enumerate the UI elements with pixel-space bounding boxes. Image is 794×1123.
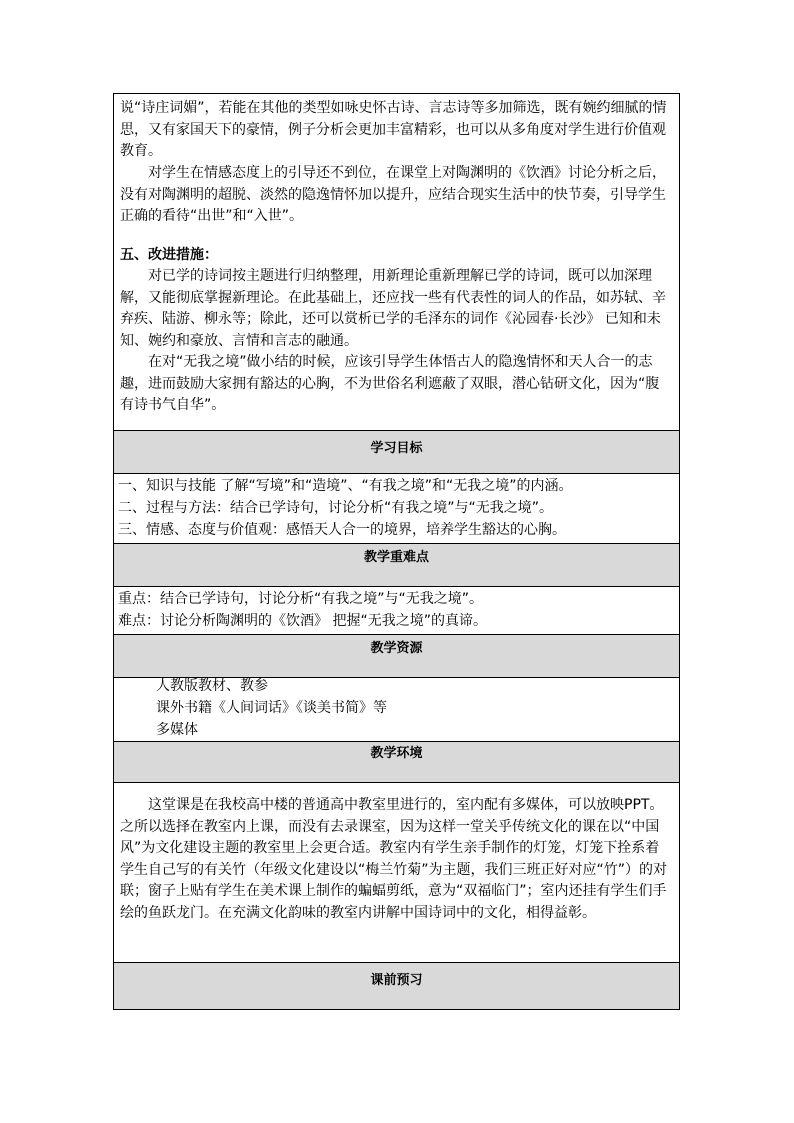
reflection-paragraph-2: 对学生在情感态度上的引导还不到位，在课堂上对陶渊明的《饮酒》讨论分析之后，没有对陶渊明的超脱、淡然的隐逸情怀加以提升，应结合现实生活中的快节奏，引导学生正确的看待“出世”和“入世”。 [120,165,666,224]
environment-content [114,782,679,962]
resource-item-1: 人教版教材、教参 [156,678,268,694]
reflection-section [114,94,679,430]
keypoint-item-1: 重点：结合已学诗句，讨论分析“有我之境”与“无我之境”。 [118,591,484,607]
document-table [113,93,680,1010]
section-header-environment [114,741,679,782]
environment-title: 教学环境 [370,746,423,761]
keypoint-item-2: 难点：讨论分析陶渊明的《饮酒》 把握“无我之境”的真谛。 [118,613,487,629]
section-header-preview [114,962,679,1009]
improvement-paragraph-2: 在对“无我之境”做小结的时候，应该引导学生体悟古人的隐逸情怀和天人合一的志趣，进而鼓励大家拥有豁达的心胸，不为世俗名利遮蔽了双眼，潜心钻研文化，因为“腹有诗书气自华”。 [120,354,660,413]
keypoints-title: 教学重难点 [363,550,429,565]
resources-title: 教学资源 [370,641,423,656]
reflection-paragraph-1: 说“诗庄词媚”，若能在其他的类型如咏史怀古诗、言志诗等多加筛选，既有婉约细腻的情思，又有家国天下的豪情，例子分析会更加丰富精彩，也可以从多角度对学生进行价值观教育。 [120,100,667,159]
improvement-heading: 五、改进措施： [120,247,218,263]
resource-item-3: 多媒体 [156,722,198,738]
improvement-paragraph-1: 对已学的诗词按主题进行归纳整理，用新理论重新理解已学的诗词，既可以加深理解，又能彻底掌握新理论。在此基础上，还应找一些有代表性的词人的作品，如苏轼、辛弃疾、陆游、柳永等；除此，还可以赏析已学的毛泽东的词作《沁园春·长沙》 已知和未知、婉约和豪放、言情和言志的融通。 [120,268,666,349]
goals-content [114,473,679,543]
resources-content [114,677,679,741]
goal-item-1: 一、知识与技能 了解“写境”和“造境”、“有我之境”和“无我之境”的内涵。 [118,478,573,494]
environment-paragraph: 这堂课是在我校高中楼的普通高中教室里进行的，室内配有多媒体，可以放映PPT。之所以选择在教室内上课，而没有去录课室，因为这样一堂关乎传统文化的课在以“中国风”为文化建设主题的教室里上会更合适。教室内有学生亲手制作的灯笼，灯笼下拴系着学生自己写的有关竹（年级文化建设以“梅兰竹菊”为主题，我们三班正好对应“竹”）的对联；窗子上贴有学生在美术课上制作的蝙蝠剪纸，意为“双福临门”；室内还挂有学生们手绘的鱼跃龙门。在充满文化韵味的教室内讲解中国诗词中的文化，相得益彰。 [120,797,668,921]
resource-item-2: 课外书籍《人间词话》《谈美书简》等 [156,700,387,716]
section-header-keypoints [114,543,679,586]
section-header-resources [114,634,679,677]
preview-title: 课前预习 [370,973,423,988]
section-header-goals [114,430,679,473]
keypoints-content [114,586,679,634]
goal-item-2: 二、过程与方法：结合已学诗句，讨论分析“有我之境”与“无我之境”。 [118,500,554,516]
goal-item-3: 三、情感、态度与价值观：感悟天人合一的境界，培养学生豁达的心胸。 [118,522,566,538]
goals-title: 学习目标 [370,441,423,456]
